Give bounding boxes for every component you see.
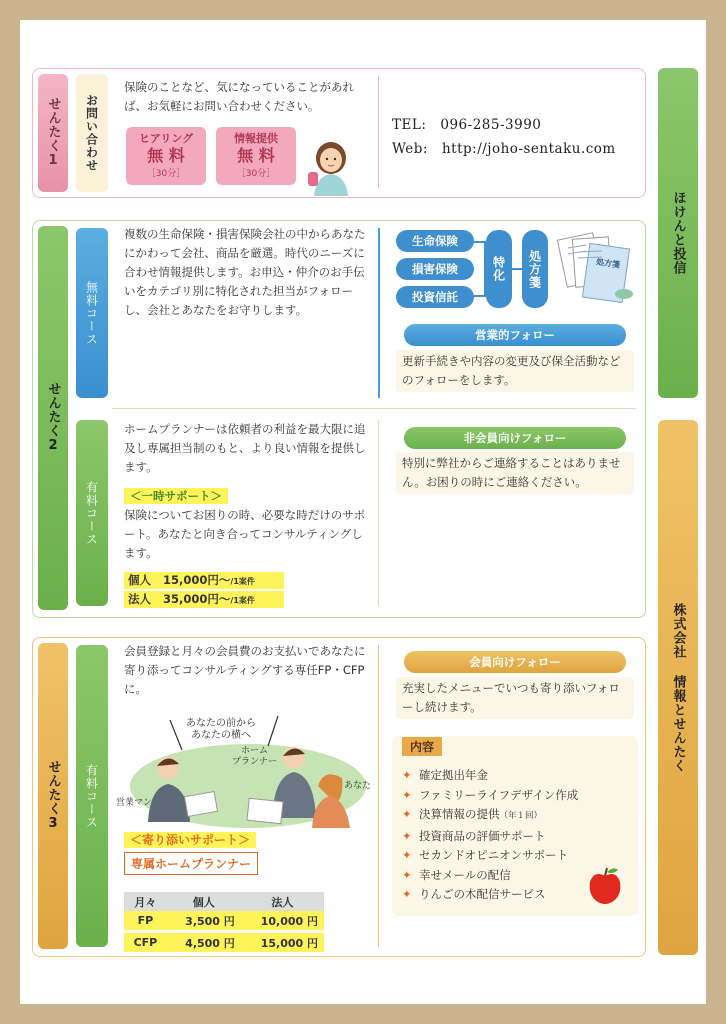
s1-subtab [76, 74, 108, 192]
s1-text: 保険のことなど、気になっていることがあれば、お気軽にお問い合わせください。 [124, 80, 354, 113]
s1-divider [378, 76, 379, 188]
diagram-mid-label: 特化 [491, 256, 506, 282]
s3-paid-tab [76, 645, 108, 947]
diagram-line [512, 268, 522, 270]
content-item-2: ✦ ファミリーライフデザイン作成 [402, 787, 579, 802]
nonmember-follow-pill: 非会員向けフォロー [404, 427, 626, 449]
fee-row-fp-individual: 3,500 円 [185, 914, 235, 928]
badge-hearing-price: 無 料 [147, 146, 185, 165]
fee-header-row [124, 892, 324, 911]
badge-info-title: 情報提供 [234, 132, 278, 145]
s1-tab-label: せんたく1 [45, 97, 61, 169]
s2-paid-text: ホームプランナーは依頼者の利益を最大限に追及し専属担当制のもと、より良い情報を提供します。 [124, 422, 366, 474]
side-tab-hoken-label: ほけんと投信 [670, 191, 686, 275]
fee-row-cfp-label: CFP [133, 936, 158, 949]
content-label: 内容 [402, 737, 442, 756]
s2-free-tab-label: 無料コース [84, 280, 99, 346]
nonmember-follow-text: 特別に弊社からご連絡することはありません。お困りの時にご連絡ください。 [396, 452, 634, 494]
operator-illustration [300, 132, 362, 196]
label-you: あなた [344, 781, 372, 791]
fee-row-fp-corporate: 10,000 円 [260, 914, 318, 928]
label-salesman: 営業マン [116, 798, 153, 808]
badge-hearing [126, 127, 206, 185]
content-item-5: ✦ セカンドオピニオンサポート [402, 848, 569, 862]
close-support-label: ＜寄り添いサポート＞ [124, 832, 256, 848]
price-corporate-value: 35,000円〜 [163, 592, 231, 606]
diagram-item-invest: 投資信託 [396, 286, 474, 308]
member-follow-text: 充実したメニューでいつも寄り添いフォローし続けます。 [396, 677, 634, 719]
content-list [402, 766, 578, 905]
content-item-3: ✦ 決算情報の提供（年１回） [402, 807, 542, 821]
badge-info-time: ［30分］ [236, 169, 276, 179]
price-corporate [124, 591, 284, 608]
s2-blue-divider [378, 228, 380, 398]
diagram-mid [486, 230, 512, 308]
sales-follow-pill: 営業的フォロー [404, 324, 626, 346]
member-follow-pill: 会員向けフォロー [404, 651, 626, 673]
diagram-connector [474, 241, 486, 297]
s1-subtab-label: お問い合わせ [84, 94, 99, 172]
document-illustration [556, 228, 636, 308]
s3-tab-label: せんたく3 [45, 760, 61, 832]
s2-free-tab [76, 228, 108, 398]
badge-hearing-title: ヒアリング [138, 132, 194, 145]
content-item-6: ✦ 幸せメールの配信 [402, 867, 511, 882]
side-tab-company-label: 株式会社 情報とせんたく [670, 602, 686, 773]
price-individual [124, 572, 284, 589]
diagram-item-damage: 損害保険 [396, 258, 474, 280]
temp-support-label: ＜一時サポート＞ [124, 488, 228, 504]
side-tab-hoken[interactable] [658, 68, 698, 398]
fee-row-fp [124, 911, 324, 930]
content-item-7: ✦ りんごの木配信サービス [402, 887, 546, 901]
diagram-item-life: 生命保険 [396, 230, 474, 252]
s1-tab [38, 74, 68, 192]
price-corporate-unit: /1案件 [230, 596, 255, 605]
price-corporate-label: 法人 [128, 592, 151, 606]
price-individual-label: 個人 [128, 573, 151, 587]
side-tab-company[interactable] [658, 420, 698, 955]
s2-paid-tab [76, 420, 108, 606]
diagram-right [522, 230, 548, 308]
fee-header-corporate: 法人 [271, 895, 294, 909]
label-front-to-side: あなたの前から あなたの横へ [186, 718, 256, 741]
label-home-planner: ホーム プランナー [232, 746, 278, 767]
s2-paid-tab-label: 有料コース [84, 480, 99, 546]
s2-tab [38, 226, 68, 610]
s2-green-divider [378, 420, 379, 606]
contact-tel[interactable]: TEL: 096-285-3990 [392, 117, 542, 133]
content-item-4: ✦ 投資商品の評価サポート [402, 828, 546, 843]
diagram-right-label: 処方箋 [527, 249, 542, 289]
fee-row-cfp-individual: 4,500 円 [185, 936, 235, 950]
temp-support-text: 保険についてお困りの時、必要な時だけのサポート。あなたと向き合ってコンサルティングします。 [124, 508, 366, 560]
s2-tab-label: せんたく2 [45, 382, 61, 454]
price-individual-unit: /1案件 [230, 577, 255, 586]
content-item-1: ✦ 確定拠出年金 [402, 768, 488, 782]
fee-row-cfp-corporate: 15,000 円 [260, 936, 318, 950]
fee-header-individual: 個人 [192, 895, 215, 909]
fee-row-fp-label: FP [137, 914, 154, 927]
s3-tab [38, 643, 68, 949]
s2-hr [112, 408, 636, 409]
s3-paid-tab-label: 有料コース [84, 763, 99, 829]
badge-hearing-time: ［30分］ [146, 169, 186, 179]
badge-info-price: 無 料 [237, 146, 275, 165]
fee-table [124, 892, 324, 952]
dedicated-planner-box: 専属ホームプランナー [124, 852, 258, 875]
sales-follow-text: 更新手続きや内容の変更及び保全活動などのフォローをします。 [396, 350, 634, 392]
document-label: 処方箋 [595, 257, 621, 270]
fee-row-cfp [124, 933, 324, 952]
apple-icon [586, 866, 624, 906]
contact-web[interactable]: Web: http://joho-sentaku.com [392, 141, 616, 157]
s2-free-text: 複数の生命保険・損害保険会社の中からあなたにかわって会社、商品を厳選。時代のニーズに合わせ情報提供します。お申込・仲介のお手伝いをカテゴリ別に特化された担当がフォローし、会社とあなたをお守りします。 [124, 227, 366, 317]
s3-text: 会員登録と月々の会員費のお支払いであなたに寄り添ってコンサルティングする専任FP・CFPに。 [124, 644, 366, 696]
price-individual-value: 15,000円〜 [163, 573, 231, 587]
s3-divider [378, 645, 379, 947]
badge-info [216, 127, 296, 185]
fee-header-month: 月々 [134, 895, 157, 909]
